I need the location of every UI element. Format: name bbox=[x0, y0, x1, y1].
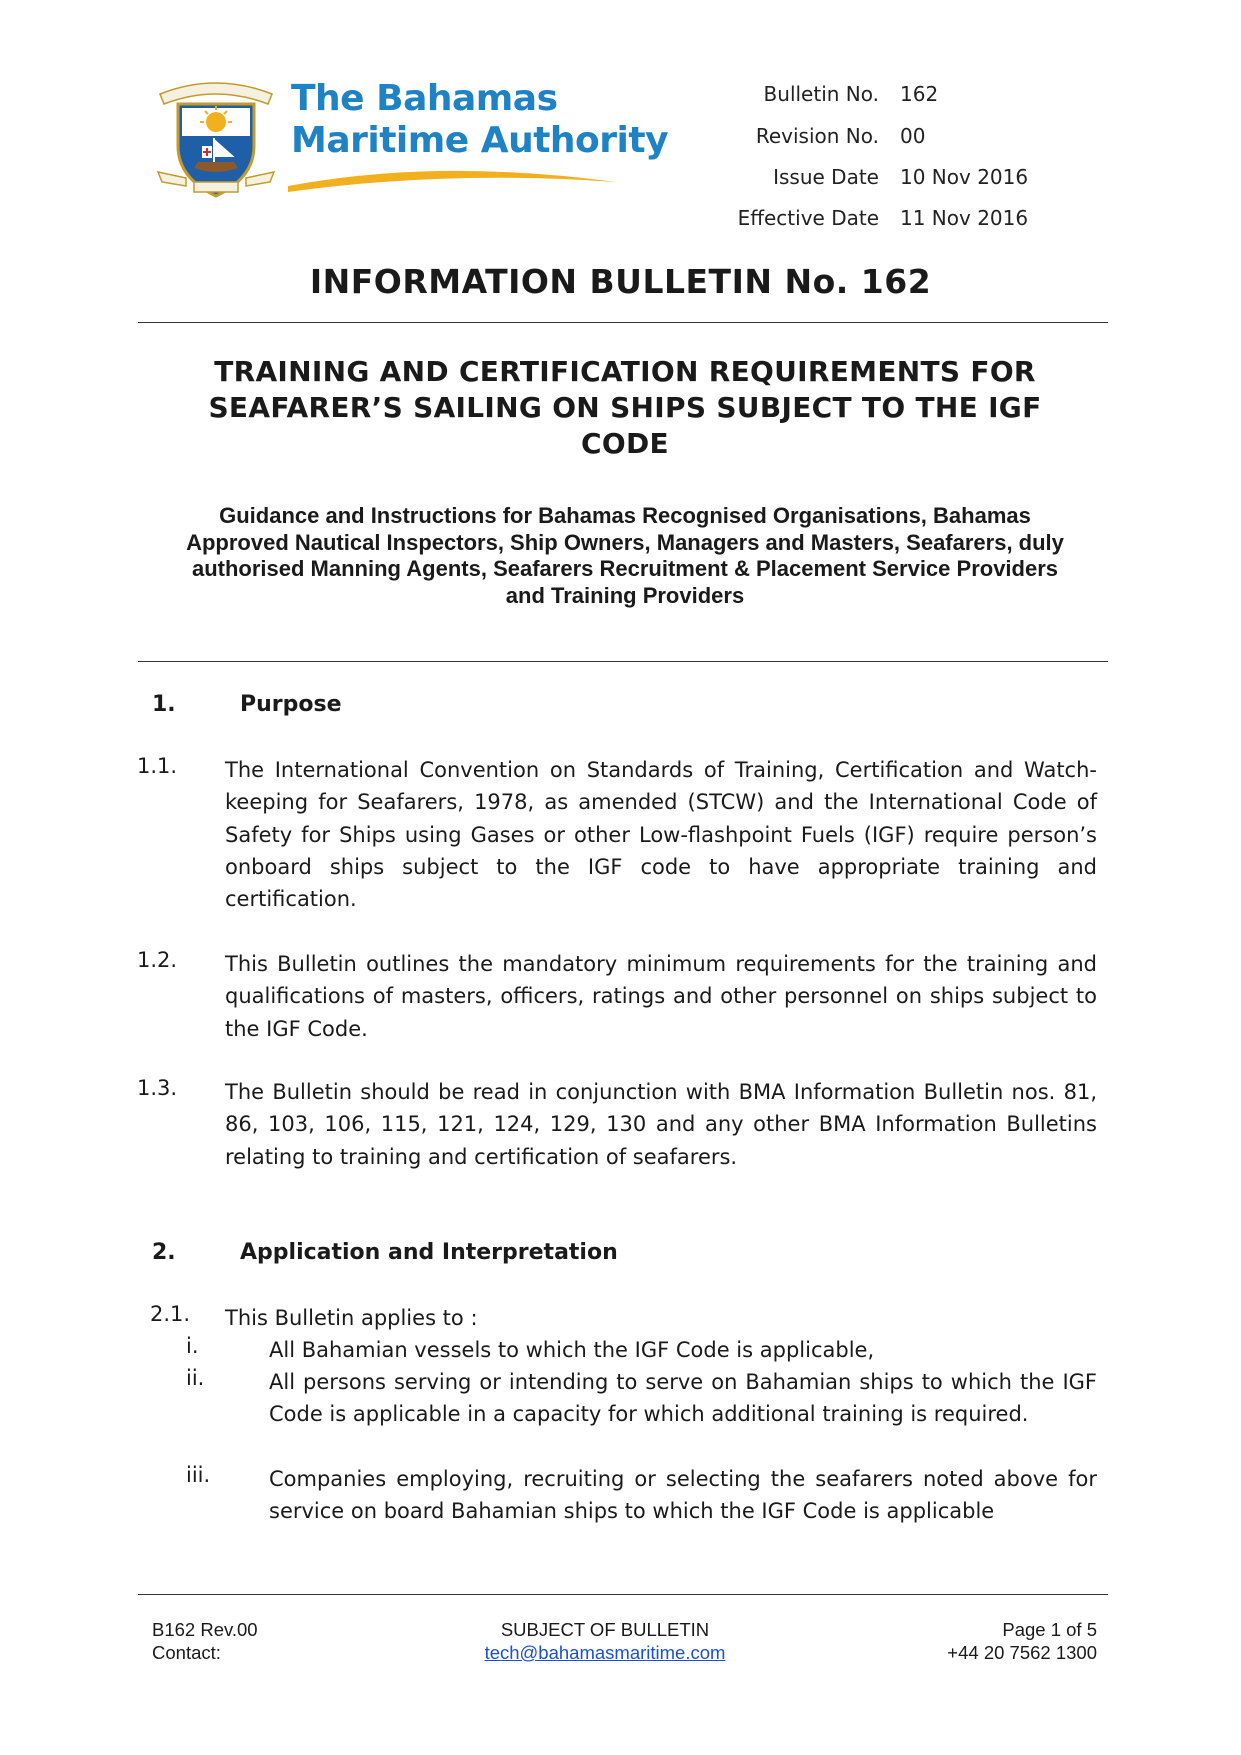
section-1-title: Purpose bbox=[240, 692, 342, 717]
paragraph-1-3-number: 1.3. bbox=[137, 1076, 178, 1100]
logo-swoosh bbox=[286, 160, 626, 200]
paragraph-1-1-number: 1.1. bbox=[137, 754, 178, 778]
subheading-line-2: Approved Nautical Inspectors, Ship Owners, Managers and Masters, Seafarers, duly bbox=[186, 529, 1064, 555]
issue-date-value: 10 Nov 2016 bbox=[900, 165, 1029, 189]
footer-email-link[interactable]: tech@bahamasmaritime.com bbox=[484, 1642, 726, 1663]
paragraph-1-3-text: The Bulletin should be read in conjunction with BMA Information Bulletin nos. 81, 86, 103, 106, 115, 121, 124, 129, 130 and any other BMA Information Bulletins relating to training and certification of seafarers. bbox=[225, 1080, 1097, 1169]
footer-phone: +44 20 7562 1300 bbox=[947, 1642, 1097, 1663]
heading-line-3: CODE bbox=[581, 427, 669, 460]
document-heading bbox=[150, 354, 1100, 462]
list-item-i-number: i. bbox=[186, 1334, 199, 1358]
footer-revision: B162 Rev.00 bbox=[152, 1619, 258, 1640]
paragraph-2-1-number: 2.1. bbox=[150, 1302, 191, 1326]
revision-no-label: Revision No. bbox=[755, 124, 879, 148]
bulletin-title: INFORMATION BULLETIN No. 162 bbox=[309, 262, 932, 301]
footer-right bbox=[947, 1618, 1097, 1664]
bulletin-no-label: Bulletin No. bbox=[763, 82, 879, 106]
bulletin-no-value: 162 bbox=[900, 82, 939, 106]
paragraph-1-2-number: 1.2. bbox=[137, 948, 178, 972]
heading-line-1: TRAINING AND CERTIFICATION REQUIREMENTS FOR bbox=[214, 355, 1036, 388]
section-1-number: 1. bbox=[152, 692, 176, 717]
bma-logo-seal bbox=[156, 76, 276, 198]
subheading-divider bbox=[138, 661, 1108, 662]
bma-logo-wordmark bbox=[291, 78, 668, 162]
list-item-iii-number: iii. bbox=[186, 1463, 211, 1487]
list-item-iii-text: Companies employing, recruiting or selecting the seafarers noted above for service on board Bahamian ships to which the IGF Code is applicable bbox=[269, 1467, 1097, 1524]
footer-center bbox=[470, 1618, 740, 1664]
paragraph-1-1-text: The International Convention on Standards of Training, Certification and Watch-keeping for Seafarers, 1978, as amended (STCW) and the International Code of Safety for Ships using Gases or other Low-flashpoint Fuels (IGF) require person’s onboard ships subject to the IGF code to have appropriate training and certification. bbox=[225, 758, 1097, 912]
list-item-ii-number: ii. bbox=[186, 1366, 205, 1390]
footer-page-number: Page 1 of 5 bbox=[1002, 1619, 1097, 1640]
logo-line-1: The Bahamas bbox=[291, 78, 558, 119]
document-subheading bbox=[150, 503, 1100, 609]
footer-left bbox=[152, 1618, 258, 1664]
section-2-number: 2. bbox=[152, 1240, 176, 1265]
issue-date-label: Issue Date bbox=[773, 165, 879, 189]
section-2-title: Application and Interpretation bbox=[240, 1240, 618, 1265]
logo-line-2: Maritime Authority bbox=[291, 120, 669, 161]
paragraph-1-2-text: This Bulletin outlines the mandatory minimum requirements for the training and qualifications of masters, officers, ratings and other personnel on ships subject to the IGF Code. bbox=[225, 952, 1097, 1041]
list-item-ii-text: All persons serving or intending to serve on Bahamian ships to which the IGF Code is applicable in a capacity for which additional training is required. bbox=[269, 1370, 1097, 1427]
subheading-line-3: authorised Manning Agents, Seafarers Recruitment & Placement Service Providers bbox=[191, 556, 1059, 581]
effective-date-value: 11 Nov 2016 bbox=[900, 206, 1029, 230]
footer-contact-label: Contact: bbox=[152, 1642, 221, 1663]
subheading-line-1: Guidance and Instructions for Bahamas Recognised Organisations, Bahamas bbox=[219, 503, 1031, 528]
subheading-line-4: and Training Providers bbox=[505, 582, 745, 608]
title-divider bbox=[138, 322, 1108, 323]
footer-divider bbox=[138, 1594, 1108, 1595]
revision-no-value: 00 bbox=[900, 124, 926, 148]
footer-subject: SUBJECT OF BULLETIN bbox=[500, 1619, 710, 1640]
paragraph-2-1-text: This Bulletin applies to : bbox=[225, 1306, 478, 1330]
heading-line-2: SEAFARER’S SAILING ON SHIPS SUBJECT TO THE IGF bbox=[208, 391, 1042, 424]
effective-date-label: Effective Date bbox=[737, 206, 879, 230]
list-item-i-text: All Bahamian vessels to which the IGF Code is applicable, bbox=[269, 1338, 875, 1362]
